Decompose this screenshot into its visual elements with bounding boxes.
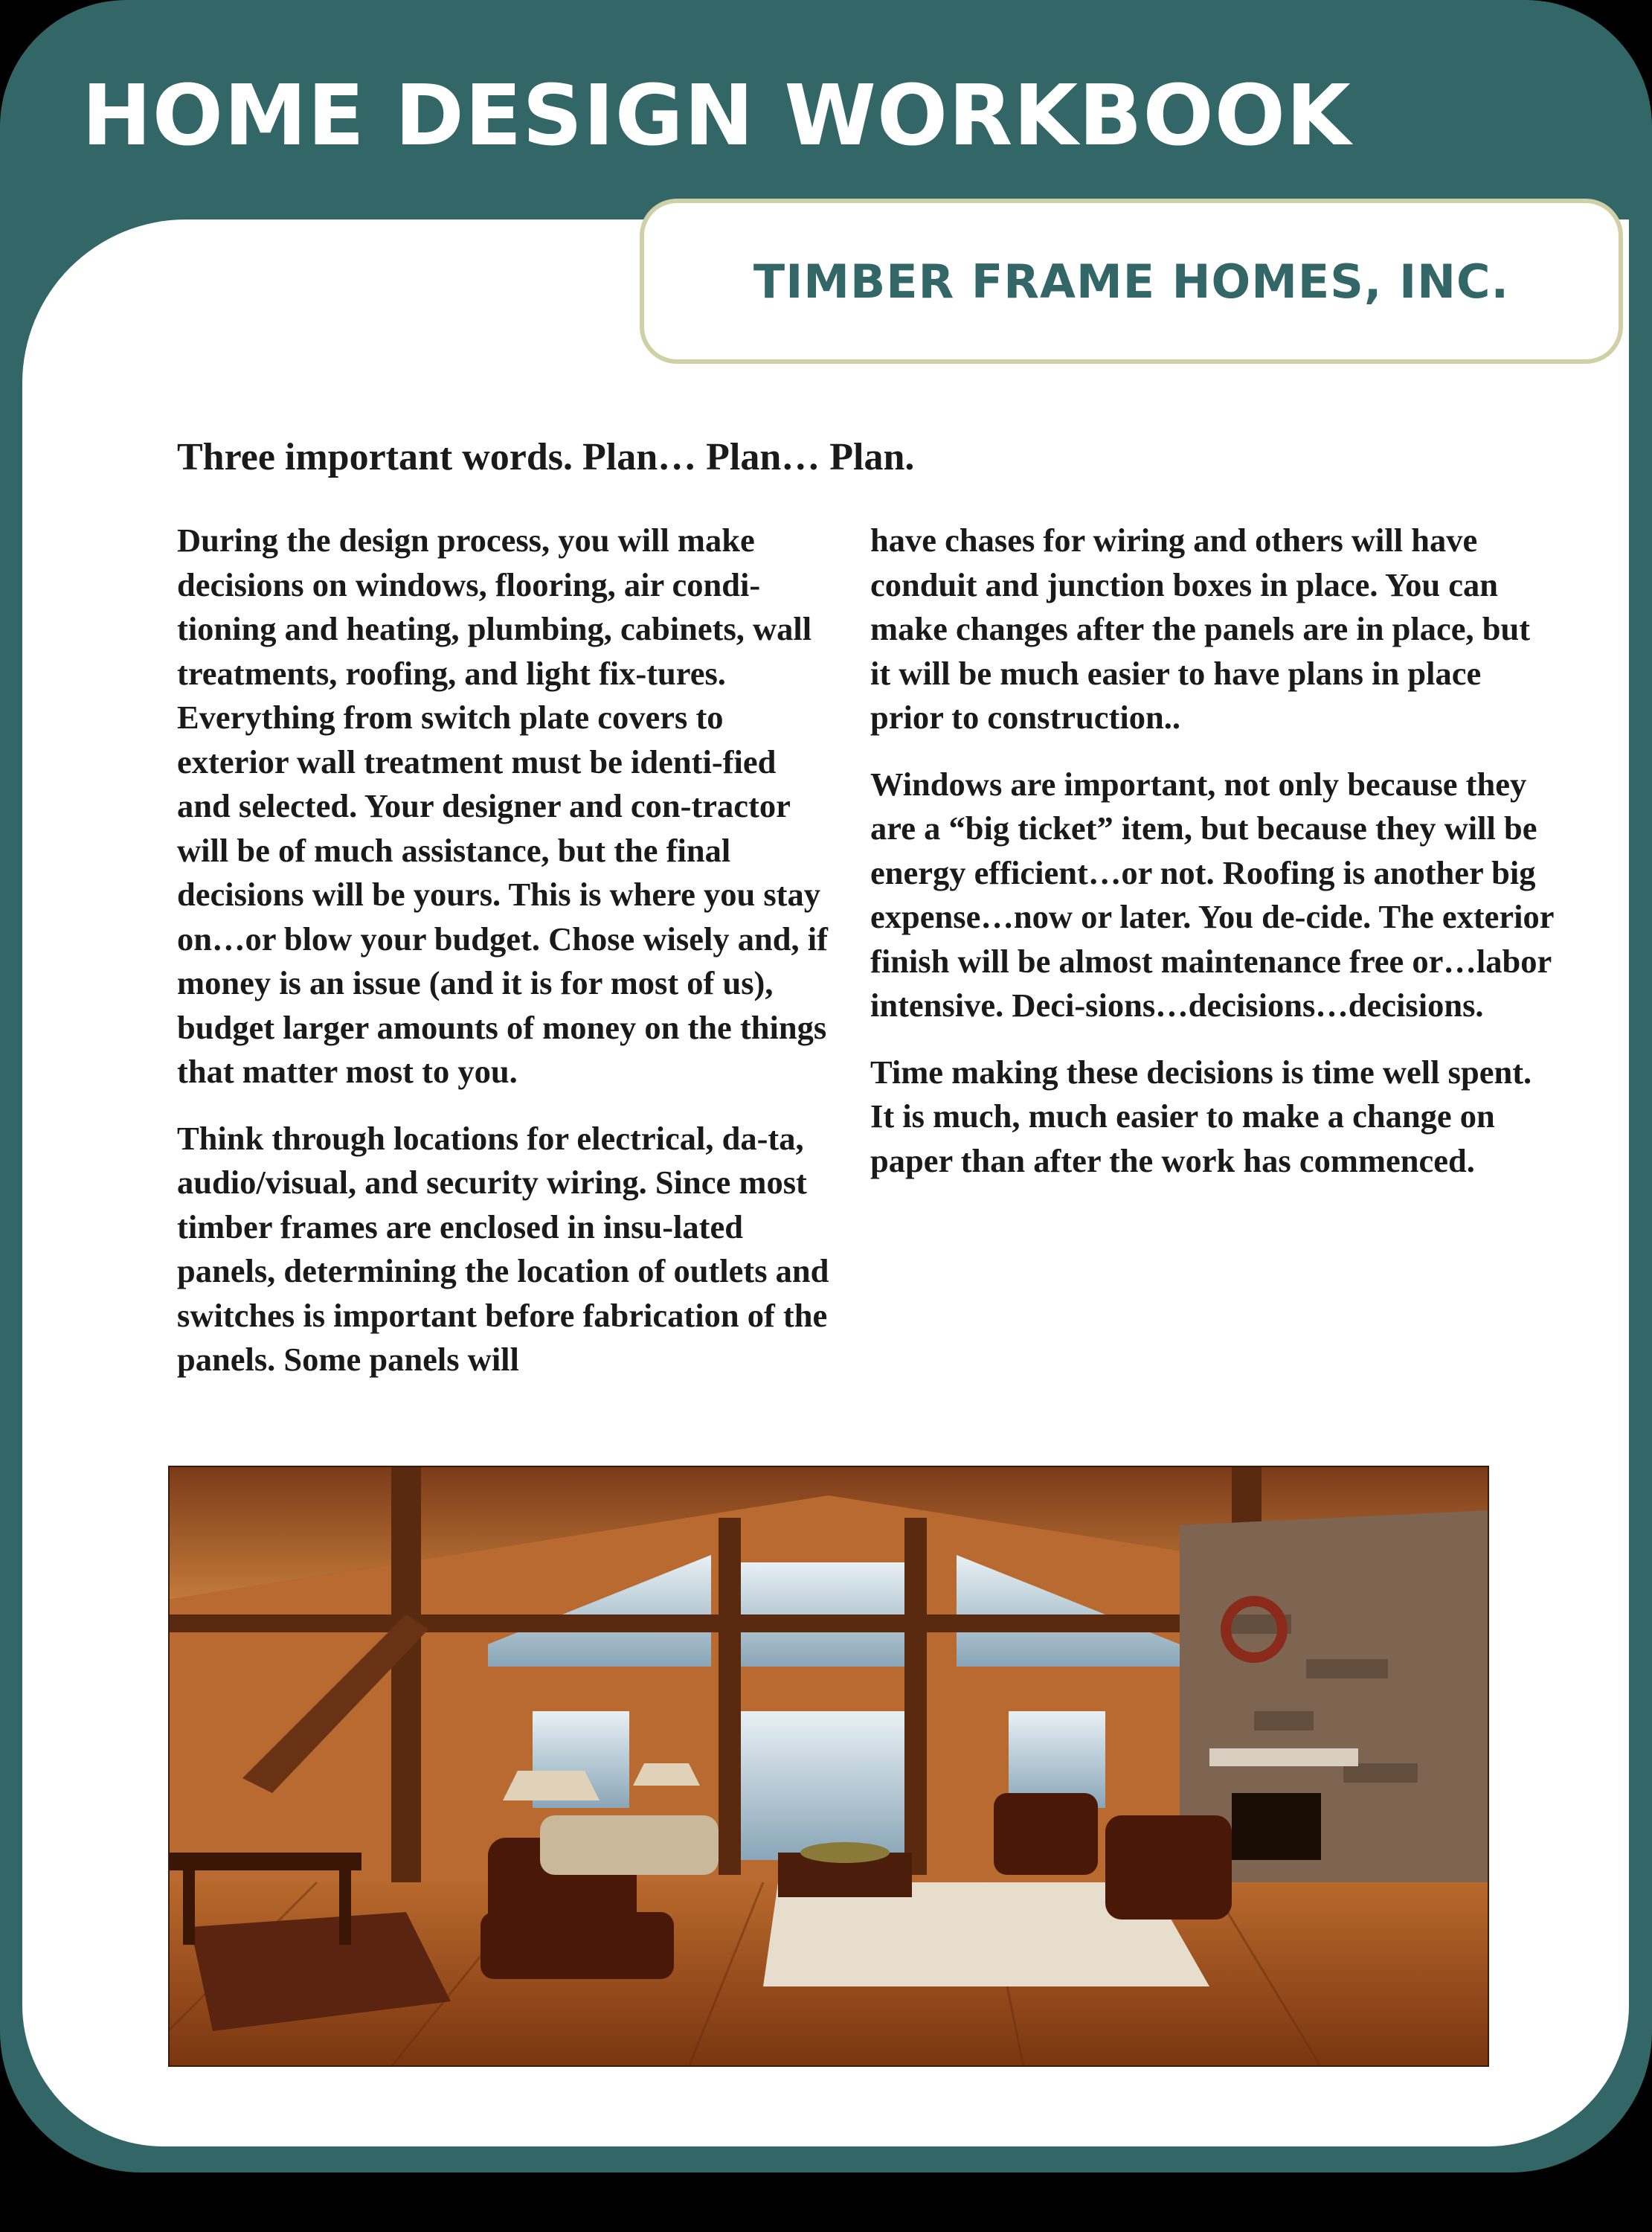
company-name: TIMBER FRAME HOMES, INC. (753, 254, 1510, 309)
paragraph-panels: have chases for wiring and others will have conduit and junction boxes in place. You can make changes after the panels are in place, but it will be much easier to have plans in place prior to construction.. (870, 522, 1531, 736)
page-title: HOME DESIGN WORKBOOK (82, 68, 1352, 164)
paragraph-time: Time making these decisions is time well spent. It is much, much easier to make a change on paper than after the work has commenced. (870, 1053, 1532, 1179)
timber-frame-interior-photo (168, 1466, 1489, 2067)
article-headline: Three important words. Plan… Plan… Plan. (177, 436, 915, 478)
paragraph-windows: Windows are important, not only because they are a “big ticket” item, but because they will be energy efficient…or not. Roofing is another big expense…now or later. You de-cide. The exterior finish will be almost maintenance free or…labor intensive. Deci-sions…decisions…decisions. (870, 765, 1554, 1024)
company-banner (640, 199, 1623, 364)
article-left-column (177, 519, 832, 1405)
paragraph-design-decisions: During the design process, you will make decisions on windows, flooring, air condi-tioning and heating, plumbing, cabinets, wall treatments, roofing, and light fix-tures. Everything from switch plate covers to exterior wall treatment must be identi-fied and selected. Your designer and con-tractor will be of much assistance, but the final decisions will be yours. This is where you stay on…or blow your budget. Chose wisely and, if money is an issue (and it is for most of us), budget larger amounts of money on the things that matter most to you. (177, 522, 828, 1090)
article-right-column (870, 519, 1555, 1205)
paragraph-wiring: Think through locations for electrical, da-ta, audio/visual, and security wiring. Since most timber frames are enclosed in insu-lated panels, determining the location of outlets and switches is important before fabrication of the panels. Some panels will (177, 1119, 829, 1378)
